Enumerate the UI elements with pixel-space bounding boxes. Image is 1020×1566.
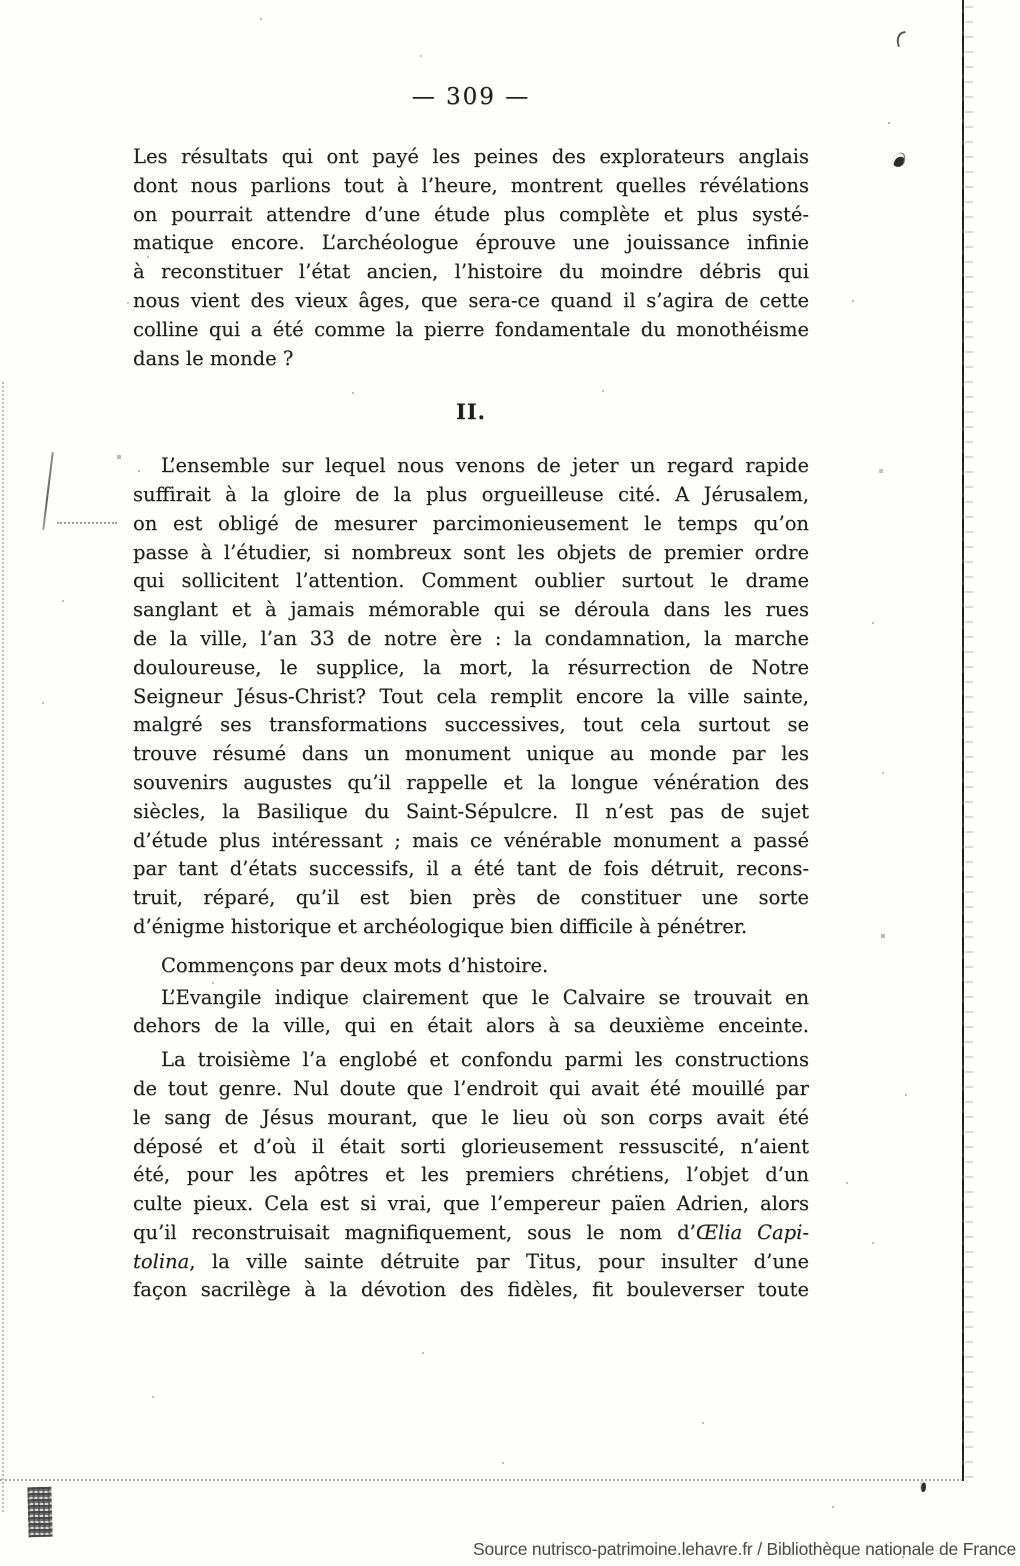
text-line: été, pour les apôtres et les premiers chrétiens, l’objet d’un: [133, 1163, 809, 1187]
text-line: qu’il reconstruisait magnifiquement, sous le nom d’Œlia Capi-: [133, 1220, 809, 1244]
source-attribution: Source nutrisco-patrimoine.lehavre.fr / Bibliothèque nationale de France: [473, 1539, 1016, 1559]
text-line: tolina, la ville sainte détruite par Titus, pour insulter d’une: [133, 1249, 809, 1273]
text-line: sanglant et à jamais mémorable qui se déroula dans les rues: [133, 598, 809, 622]
text-line: on est obligé de mesurer parcimonieusement le temps qu’on: [133, 511, 809, 535]
text-line: qui sollicitent l’attention. Comment oublier surtout le drame: [133, 569, 809, 593]
paragraph: [133, 1046, 809, 1305]
text-line: de la ville, l’an 33 de notre ère : la condamnation, la marche: [133, 626, 809, 650]
left-scan-edge-line: [2, 382, 4, 1512]
paper-specks: [0, 0, 2, 2]
binding-line: [962, 0, 964, 1481]
text-line: dans le monde ?: [133, 346, 294, 370]
text-line: façon sacrilège à la dévotion des fidèles, fit bouleverser toute: [133, 1278, 809, 1302]
page-number: — 309 —: [411, 84, 531, 110]
text-line: par tant d’états successifs, il a été tant de fois détruit, recons-: [133, 857, 809, 881]
text-line: matique encore. L’archéologue éprouve une jouissance infinie: [133, 231, 809, 255]
text-line: à reconstituer l’état ancien, l’histoire du moindre débris qui: [133, 260, 809, 284]
text-line: souvenirs augustes qu’il rappelle et la longue vénération des: [133, 770, 809, 794]
text-line: nous vient des vieux âges, que sera-ce quand il s’agira de cette: [133, 288, 809, 312]
bottom-scan-edge-line: [0, 1479, 963, 1481]
text-line: Seigneur Jésus-Christ? Tout cela remplit encore la ville sainte,: [133, 684, 809, 708]
text-line: dont nous parlions tout à l’heure, montrent quelles révélations: [133, 173, 809, 197]
scratch-mark: [42, 452, 53, 530]
text-line: malgré ses transformations successives, tout cela surtout se: [133, 713, 809, 737]
text-line: d’énigme historique et archéologique bien difficile à pénétrer.: [133, 914, 748, 938]
text-line: L’ensemble sur lequel nous venons de jeter un regard rapide: [161, 454, 809, 478]
text-line: truit, réparé, qu’il est bien près de constituer une sorte: [133, 886, 809, 910]
text-line: dehors de la ville, qui en était alors à sa deuxième enceinte.: [133, 1014, 809, 1038]
paragraph: [133, 984, 809, 1042]
ink-blot-icon: [891, 152, 906, 169]
text-line: trouve résumé dans un monument unique au monde par les: [133, 742, 809, 766]
text-line: L’Evangile indique clairement que le Calvaire se trouvait en: [161, 985, 809, 1009]
section-heading: II.: [456, 399, 486, 425]
text-line: déposé et d’où il était sorti glorieusement ressuscité, n’aient: [133, 1134, 809, 1158]
text-line: on pourrait attendre d’une étude plus complète et plus systé-: [133, 202, 809, 226]
stamp-smudge: [27, 1487, 52, 1538]
text-line: suffirait à la gloire de la plus orgueilleuse cité. A Jérusalem,: [133, 482, 809, 506]
paragraph: [133, 452, 809, 942]
text-line: culte pieux. Cela est si vrai, que l’empereur païen Adrien, alors: [133, 1192, 809, 1216]
scratch-dashes-mark: [57, 522, 117, 524]
paragraph: [133, 952, 809, 981]
text-line: Les résultats qui ont payé les peines des explorateurs anglais: [133, 145, 809, 168]
binding-noise: [965, 0, 973, 1481]
text-line: douloureuse, le supplice, la mort, la résurrection de Notre: [133, 655, 809, 679]
text-line: d’étude plus intéressant ; mais ce vénérable monument a passé: [133, 828, 809, 852]
text-line: de tout genre. Nul doute que l’endroit qui avait été mouillé par: [133, 1076, 809, 1100]
paragraph: [133, 143, 809, 373]
text-block: [133, 143, 809, 1305]
ink-blot-bottom-icon: [919, 1481, 926, 1493]
text-line: passe à l’étudier, si nombreux sont les objets de premier ordre: [133, 540, 809, 564]
text-line: le sang de Jésus mourant, que le lieu où son corps avait été: [133, 1105, 809, 1129]
text-line: colline qui a été comme la pierre fondamentale du monothéisme: [133, 317, 809, 341]
text-line: siècles, la Basilique du Saint-Sépulcre. Il n’est pas de sujet: [133, 799, 809, 823]
ink-squiggle-icon: [894, 31, 908, 47]
text-line: Commençons par deux mots d’histoire.: [161, 953, 549, 977]
text-line: La troisième l’a englobé et confondu parmi les constructions: [161, 1048, 809, 1072]
